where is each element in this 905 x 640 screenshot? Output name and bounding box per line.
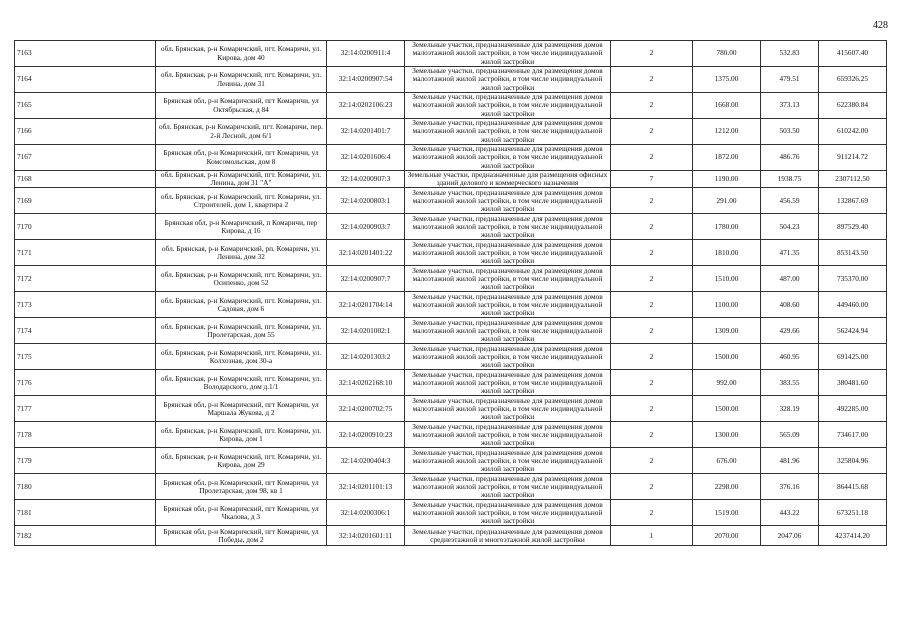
- land-use-cell: Земельные участки, предназначенные для размещения домов малоэтажной жилой застройки, в том числе индивидуальной жилой застройки: [405, 500, 611, 526]
- cadastral-number-cell: 32:14:0201606:4: [327, 145, 405, 171]
- address-cell: Брянская обл, р-н Комаричский, пгт Комаричи, ул Чкалова, д 3: [156, 500, 327, 526]
- row-number-cell: 7182: [15, 526, 156, 546]
- cadastral-number-cell: 32:14:0200702:75: [327, 396, 405, 422]
- row-number-cell: 7168: [15, 171, 156, 188]
- address-cell: обл. Брянская, р-н Комаричский, пгт. Комаричи, ул. Строителей, дом 1, квартира 2: [156, 188, 327, 214]
- cadastral-number-cell: 32:14:0200404:3: [327, 448, 405, 474]
- land-use-cell: Земельные участки, предназначенные для размещения домов малоэтажной жилой застройки, в том числе индивидуальной жилой застройки: [405, 292, 611, 318]
- cadastral-value-cell: 325804.96: [819, 448, 887, 474]
- address-cell: обл. Брянская, р-н Комаричский, пгт. Комаричи, ул. Пролетарская, дом 55: [156, 318, 327, 344]
- land-use-cell: Земельные участки, предназначенные для размещения домов малоэтажной жилой застройки, в том числе индивидуальной жилой застройки: [405, 344, 611, 370]
- row-number-cell: 7171: [15, 240, 156, 266]
- specific-value-cell: 1938.75: [761, 171, 819, 188]
- row-number-cell: 7181: [15, 500, 156, 526]
- cadastral-value-cell: 492285.00: [819, 396, 887, 422]
- address-cell: обл. Брянская, р-н Комаричский, пгт. Комаричи, ул. Кирова, дом 29: [156, 448, 327, 474]
- address-cell: обл. Брянская, р-н Комаричский, пгт. Комаричи, ул. Кирова, дом 40: [156, 41, 327, 67]
- cadastral-value-cell: 4237414.20: [819, 526, 887, 546]
- use-code-cell: 2: [611, 448, 693, 474]
- cadastral-value-cell: 673251.18: [819, 500, 887, 526]
- page-number: 428: [873, 20, 888, 31]
- table-row: [15, 188, 887, 214]
- row-number-cell: 7169: [15, 188, 156, 214]
- land-use-cell: Земельные участки, предназначенные для размещения домов малоэтажной жилой застройки, в том числе индивидуальной жилой застройки: [405, 318, 611, 344]
- use-code-cell: 2: [611, 422, 693, 448]
- use-code-cell: 2: [611, 41, 693, 67]
- table-row: [15, 93, 887, 119]
- area-cell: 1100.00: [693, 292, 761, 318]
- land-use-cell: Земельные участки, предназначенные для размещения домов малоэтажной жилой застройки, в том числе индивидуальной жилой застройки: [405, 474, 611, 500]
- address-cell: обл. Брянская, р-н Комаричский, пгт. Комаричи, ул. Осипенко, дом 52: [156, 266, 327, 292]
- specific-value-cell: 471.35: [761, 240, 819, 266]
- table-row: [15, 67, 887, 93]
- address-cell: обл. Брянская, р-н Комаричский, пгт. Комаричи, ул. Володарского, дом д.1/1: [156, 370, 327, 396]
- row-number-cell: 7167: [15, 145, 156, 171]
- cadastral-value-cell: 897529.40: [819, 214, 887, 240]
- cadastral-number-cell: 32:14:0202168:10: [327, 370, 405, 396]
- specific-value-cell: 408.60: [761, 292, 819, 318]
- area-cell: 291.00: [693, 188, 761, 214]
- address-cell: Брянская обл, р-н Комаричский, пгт Комаричи, ул Победы, дом 2: [156, 526, 327, 546]
- table-row: [15, 474, 887, 500]
- cadastral-number-cell: 32:14:0202106:23: [327, 93, 405, 119]
- use-code-cell: 2: [611, 396, 693, 422]
- cadastral-number-cell: 32:14:0200306:1: [327, 500, 405, 526]
- cadastral-number-cell: 32:14:0201002:1: [327, 318, 405, 344]
- area-cell: 1668.00: [693, 93, 761, 119]
- address-cell: обл. Брянская, р-н Комаричский, рп. Комаричи, ул. Ленина, дом 32: [156, 240, 327, 266]
- specific-value-cell: 2047.06: [761, 526, 819, 546]
- cadastral-value-cell: 659326.25: [819, 67, 887, 93]
- table-row: [15, 214, 887, 240]
- area-cell: 1500.00: [693, 344, 761, 370]
- use-code-cell: 2: [611, 474, 693, 500]
- address-cell: Брянская обл, р-н Комаричский, п Комаричи, пер Кирова, д 16: [156, 214, 327, 240]
- cadastral-value-cell: 691425.00: [819, 344, 887, 370]
- cadastral-value-cell: 864415.68: [819, 474, 887, 500]
- table-row: [15, 318, 887, 344]
- specific-value-cell: 565.09: [761, 422, 819, 448]
- cadastral-number-cell: 32:14:0201704:14: [327, 292, 405, 318]
- use-code-cell: 2: [611, 318, 693, 344]
- land-use-cell: Земельные участки, предназначенные для размещения домов малоэтажной жилой застройки, в том числе индивидуальной жилой застройки: [405, 266, 611, 292]
- address-cell: обл. Брянская, р-н Комаричский, пгт. Комаричи, ул. Садовая, дом 6: [156, 292, 327, 318]
- address-cell: обл. Брянская, р-н Комаричский, пгт. Комаричи, ул. Кирова, дом 1: [156, 422, 327, 448]
- land-registry-table: [14, 40, 887, 546]
- use-code-cell: 2: [611, 240, 693, 266]
- address-cell: Брянская обл, р-н Комаричский, пгт Комаричи, ул Октябрьская, д 84: [156, 93, 327, 119]
- cadastral-number-cell: 32:14:0201401:7: [327, 119, 405, 145]
- cadastral-number-cell: 32:14:0200803:1: [327, 188, 405, 214]
- area-cell: 1780.00: [693, 214, 761, 240]
- address-cell: обл. Брянская, р-н Комаричский, пгт. Комаричи, ул. Колхозная, дом 30-а: [156, 344, 327, 370]
- specific-value-cell: 456.59: [761, 188, 819, 214]
- table-row: [15, 448, 887, 474]
- table-row: [15, 370, 887, 396]
- area-cell: 1872.00: [693, 145, 761, 171]
- land-use-cell: Земельные участки, предназначенные для размещения домов малоэтажной жилой застройки, в том числе индивидуальной жилой застройки: [405, 448, 611, 474]
- land-use-cell: Земельные участки, предназначенные для размещения домов малоэтажной жилой застройки, в том числе индивидуальной жилой застройки: [405, 214, 611, 240]
- area-cell: 1375.00: [693, 67, 761, 93]
- cadastral-number-cell: 32:14:0201101:13: [327, 474, 405, 500]
- row-number-cell: 7176: [15, 370, 156, 396]
- use-code-cell: 2: [611, 145, 693, 171]
- table-row: [15, 344, 887, 370]
- cadastral-value-cell: 132867.69: [819, 188, 887, 214]
- address-cell: обл. Брянская, р-н Комаричский, пгт. Комаричи, пер. 2-й Лесной, дом 6/1: [156, 119, 327, 145]
- specific-value-cell: 486.76: [761, 145, 819, 171]
- use-code-cell: 2: [611, 370, 693, 396]
- table-row: [15, 171, 887, 188]
- table-row: [15, 526, 887, 546]
- area-cell: 1212.00: [693, 119, 761, 145]
- table-row: [15, 119, 887, 145]
- area-cell: 2070.00: [693, 526, 761, 546]
- table-row: [15, 266, 887, 292]
- address-cell: Брянская обл, р-н Комаричский, пгт Комаричи, ул Маршала Жукова, д 2: [156, 396, 327, 422]
- area-cell: 1309.00: [693, 318, 761, 344]
- cadastral-number-cell: 32:14:0200910:23: [327, 422, 405, 448]
- row-number-cell: 7179: [15, 448, 156, 474]
- use-code-cell: 2: [611, 67, 693, 93]
- land-use-cell: Земельные участки, предназначенные для размещения домов малоэтажной жилой застройки, в том числе индивидуальной жилой застройки: [405, 67, 611, 93]
- area-cell: 1510.00: [693, 266, 761, 292]
- row-number-cell: 7177: [15, 396, 156, 422]
- row-number-cell: 7178: [15, 422, 156, 448]
- land-use-cell: Земельные участки, предназначенные для размещения домов малоэтажной жилой застройки, в том числе индивидуальной жилой застройки: [405, 188, 611, 214]
- area-cell: 1190.00: [693, 171, 761, 188]
- row-number-cell: 7165: [15, 93, 156, 119]
- cadastral-value-cell: 853143.50: [819, 240, 887, 266]
- use-code-cell: 1: [611, 526, 693, 546]
- specific-value-cell: 429.66: [761, 318, 819, 344]
- cadastral-number-cell: 32:14:0200903:7: [327, 214, 405, 240]
- specific-value-cell: 479.51: [761, 67, 819, 93]
- land-use-cell: Земельные участки, предназначенные для размещения домов малоэтажной жилой застройки, в том числе индивидуальной жилой застройки: [405, 41, 611, 67]
- cadastral-value-cell: 911214.72: [819, 145, 887, 171]
- row-number-cell: 7172: [15, 266, 156, 292]
- cadastral-number-cell: 32:14:0201401:22: [327, 240, 405, 266]
- use-code-cell: 2: [611, 292, 693, 318]
- use-code-cell: 7: [611, 171, 693, 188]
- land-use-cell: Земельные участки, предназначенные для размещения домов малоэтажной жилой застройки, в том числе индивидуальной жилой застройки: [405, 240, 611, 266]
- row-number-cell: 7163: [15, 41, 156, 67]
- specific-value-cell: 460.95: [761, 344, 819, 370]
- address-cell: обл. Брянская, р-н Комаричский, пгт. Комаричи, ул. Ленина, дом 31: [156, 67, 327, 93]
- row-number-cell: 7173: [15, 292, 156, 318]
- table-row: [15, 396, 887, 422]
- row-number-cell: 7174: [15, 318, 156, 344]
- land-use-cell: Земельные участки, предназначенные для размещения домов малоэтажной жилой застройки, в том числе индивидуальной жилой застройки: [405, 422, 611, 448]
- area-cell: 1300.00: [693, 422, 761, 448]
- use-code-cell: 2: [611, 500, 693, 526]
- row-number-cell: 7164: [15, 67, 156, 93]
- specific-value-cell: 532.83: [761, 41, 819, 67]
- cadastral-number-cell: 32:14:0200907:54: [327, 67, 405, 93]
- row-number-cell: 7175: [15, 344, 156, 370]
- cadastral-number-cell: 32:14:0201601:11: [327, 526, 405, 546]
- cadastral-value-cell: 622380.84: [819, 93, 887, 119]
- cadastral-value-cell: 734617.00: [819, 422, 887, 448]
- address-cell: Брянская обл, р-н Комаричский, пгт Комаричи, ул Пролетарская, дом 98, кв 1: [156, 474, 327, 500]
- use-code-cell: 2: [611, 119, 693, 145]
- cadastral-value-cell: 610242.00: [819, 119, 887, 145]
- row-number-cell: 7166: [15, 119, 156, 145]
- cadastral-value-cell: 735370.00: [819, 266, 887, 292]
- land-use-cell: Земельные участки, предназначенные для размещения офисных зданий делового и коммерческого назначения: [405, 171, 611, 188]
- cadastral-number-cell: 32:14:0200911:4: [327, 41, 405, 67]
- use-code-cell: 2: [611, 214, 693, 240]
- specific-value-cell: 503.50: [761, 119, 819, 145]
- land-use-cell: Земельные участки, предназначенные для размещения домов малоэтажной жилой застройки, в том числе индивидуальной жилой застройки: [405, 370, 611, 396]
- cadastral-value-cell: 449460.00: [819, 292, 887, 318]
- table-row: [15, 41, 887, 67]
- cadastral-number-cell: 32:14:0200907:3: [327, 171, 405, 188]
- row-number-cell: 7170: [15, 214, 156, 240]
- use-code-cell: 2: [611, 344, 693, 370]
- area-cell: 992.00: [693, 370, 761, 396]
- table-row: [15, 422, 887, 448]
- table-row: [15, 292, 887, 318]
- cadastral-number-cell: 32:14:0201303:2: [327, 344, 405, 370]
- specific-value-cell: 376.16: [761, 474, 819, 500]
- table-row: [15, 145, 887, 171]
- table-row: [15, 240, 887, 266]
- area-cell: 676.00: [693, 448, 761, 474]
- table-body: [15, 41, 887, 546]
- area-cell: 2298.00: [693, 474, 761, 500]
- cadastral-value-cell: 380481.60: [819, 370, 887, 396]
- area-cell: 780.00: [693, 41, 761, 67]
- cadastral-value-cell: 562424.94: [819, 318, 887, 344]
- specific-value-cell: 383.55: [761, 370, 819, 396]
- cadastral-value-cell: 2307112.50: [819, 171, 887, 188]
- row-number-cell: 7180: [15, 474, 156, 500]
- area-cell: 1519.00: [693, 500, 761, 526]
- land-use-cell: Земельные участки, предназначенные для размещения домов малоэтажной жилой застройки, в том числе индивидуальной жилой застройки: [405, 396, 611, 422]
- area-cell: 1810.00: [693, 240, 761, 266]
- table-row: [15, 500, 887, 526]
- specific-value-cell: 328.19: [761, 396, 819, 422]
- land-use-cell: Земельные участки, предназначенные для размещения домов малоэтажной жилой застройки, в том числе индивидуальной жилой застройки: [405, 93, 611, 119]
- specific-value-cell: 443.22: [761, 500, 819, 526]
- use-code-cell: 2: [611, 266, 693, 292]
- address-cell: Брянская обл, р-н Комаричский, пгт Комаричи, ул Комсомольская, дом 8: [156, 145, 327, 171]
- land-use-cell: Земельные участки, предназначенные для размещения домов среднеэтажной и многоэтажной жилой застройки: [405, 526, 611, 546]
- land-use-cell: Земельные участки, предназначенные для размещения домов малоэтажной жилой застройки, в том числе индивидуальной жилой застройки: [405, 145, 611, 171]
- specific-value-cell: 481.96: [761, 448, 819, 474]
- specific-value-cell: 373.13: [761, 93, 819, 119]
- cadastral-number-cell: 32:14:0200907:7: [327, 266, 405, 292]
- use-code-cell: 2: [611, 188, 693, 214]
- cadastral-value-cell: 415607.40: [819, 41, 887, 67]
- specific-value-cell: 487.00: [761, 266, 819, 292]
- use-code-cell: 2: [611, 93, 693, 119]
- land-use-cell: Земельные участки, предназначенные для размещения домов малоэтажной жилой застройки, в том числе индивидуальной жилой застройки: [405, 119, 611, 145]
- area-cell: 1500.00: [693, 396, 761, 422]
- address-cell: обл. Брянская, р-н Комаричский, пгт. Комаричи, ул. Ленина, дом 31 "А": [156, 171, 327, 188]
- specific-value-cell: 504.23: [761, 214, 819, 240]
